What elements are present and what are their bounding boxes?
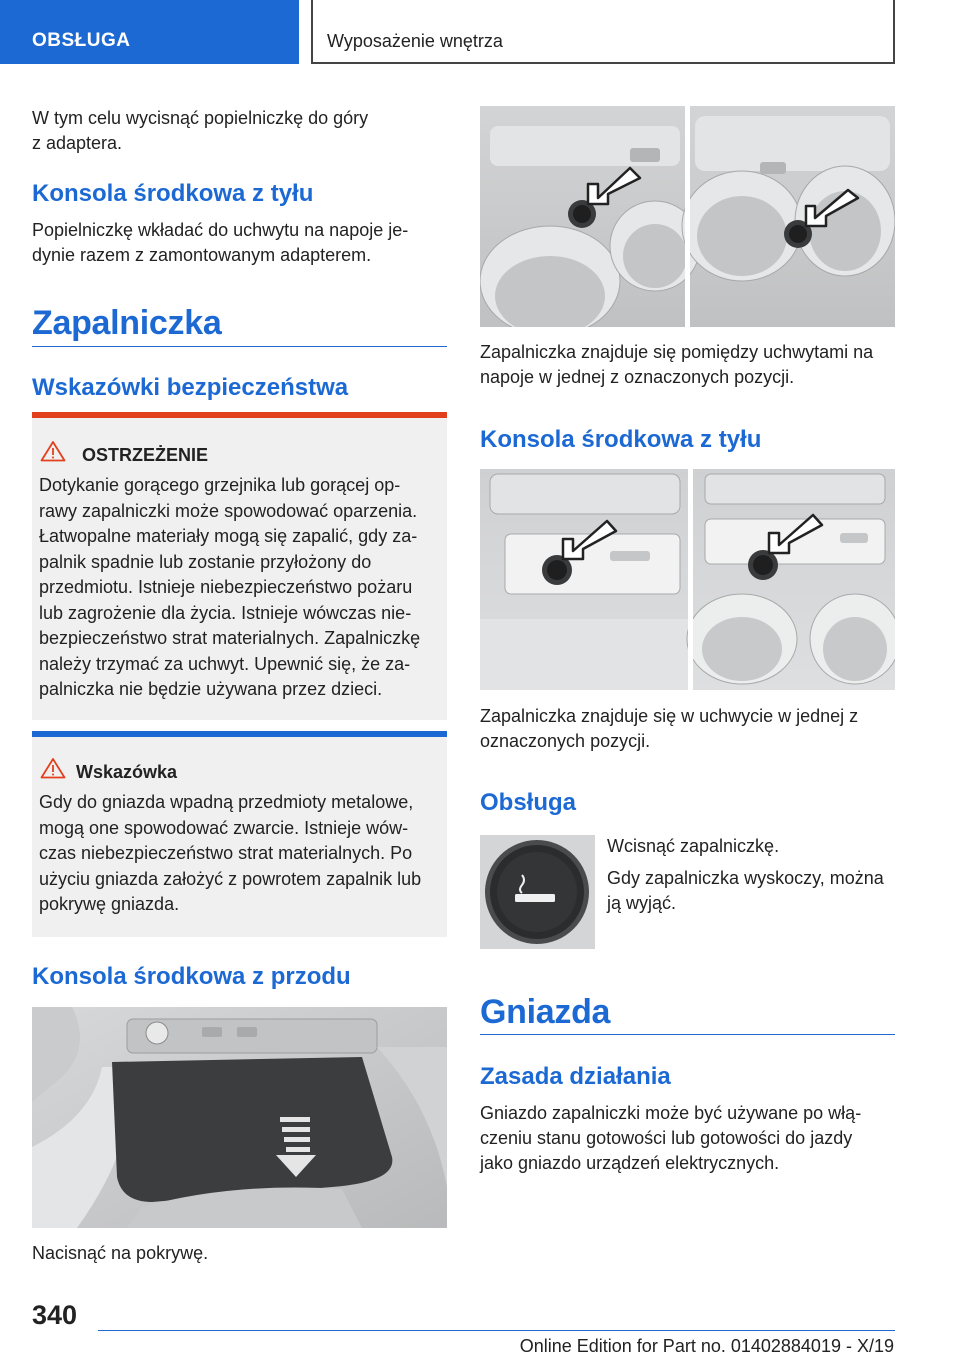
safety-heading: Wskazówki bezpieczeństwa [32,374,349,401]
intro-line-2: z adaptera. [32,133,123,153]
chapter-label: Wyposażenie wnętrza [327,31,503,51]
caption-2-line-1: Zapalniczka znajduje się w uchwycie w jednej z [480,706,859,726]
rear-console-heading-right: Konsola środkowa z tyłu [480,426,762,453]
front-console-photo [32,1007,447,1228]
warning-line: lub zagrożenie dla życia. Istnieje wówczas nie‐ [39,602,412,623]
lighter-heading-rule [32,346,447,347]
warning-bar [32,412,447,418]
warning-line: palnik spadnie lub zostanie przyłożony do [39,551,372,572]
edition-label: Online Edition for Part no. 01402884019 - X/19 [519,1336,894,1356]
page-number: 340 [32,1300,78,1330]
rear-console-photo-pair [480,469,895,690]
intro-line-1: W tym celu wycisnąć popielniczkę do góry [32,108,369,128]
note-bar [32,731,447,737]
principle-line-2: czeniu stanu gotowości lub gotowości do jazdy [480,1128,853,1148]
chapter-tab [311,0,895,64]
lighter-closeup-photo [480,835,595,949]
warning-line: palniczka nie będzie używana przez dzieci. [39,679,383,699]
socket-heading-rule [480,1034,895,1035]
note-line: pokrywę gniazda. [39,894,180,914]
operation-step-1: Wcisnąć zapalniczkę. [607,836,780,856]
note-box [32,731,447,937]
cigarette-icon [515,894,555,902]
operation-step-2b: ją wyjąć. [607,893,677,913]
notice-triangle-icon [40,757,66,779]
note-text [39,790,441,918]
note-line: użyciu gniazda założyć z powrotem zapalnik lub [39,868,422,889]
rear-console-text-2: dynie razem z zamontowanym adapterem. [32,245,372,265]
front-console-heading: Konsola środkowa z przodu [32,963,351,990]
operation-heading: Obsługa [480,789,577,816]
rear-console-heading-left: Konsola środkowa z tyłu [32,180,314,207]
caption-1-line-1: Zapalniczka znajduje się pomiędzy uchwytami na [480,342,874,362]
warning-line: rawy zapalniczki może spowodować oparzenia. [39,500,418,521]
principle-heading: Zasada działania [480,1063,671,1090]
lighter-heading: Zapalniczka [32,304,222,342]
warning-line: Dotykanie gorącego grzejnika lub gorącej op‐ [39,475,401,495]
operation-step-2a: Gdy zapalniczka wyskoczy, można [607,868,884,888]
warning-line: Łatwopalne materiały mogą się zapalić, gdy za‐ [39,526,418,546]
front-console-caption: Nacisnąć na pokrywę. [32,1243,209,1263]
section-label: OBSŁUGA [32,30,131,51]
warning-title: OSTRZEŻENIE [82,445,209,465]
warning-text [39,473,441,703]
warning-line: bezpieczeństwo strat materialnych. Zapalniczkę [39,628,421,648]
cupholder-photo-pair [480,106,895,327]
note-title: Wskazówka [76,762,178,782]
note-line: Gdy do gniazda wpadną przedmioty metalowe, [39,792,414,812]
caption-1-line-2: napoje w jednej z oznaczonych pozycji. [480,367,795,387]
footer-rule [98,1330,895,1331]
note-line: czas niebezpieczeństwo strat materialnych. Po [39,843,413,863]
principle-line-1: Gniazdo zapalniczki może być używane po włą‐ [480,1103,862,1123]
warning-triangle-icon [40,440,66,462]
warning-box [32,412,447,720]
caption-2-line-2: oznaczonych pozycji. [480,731,651,751]
note-line: mogą one spowodować zwarcie. Istnieje wów‐ [39,817,409,838]
rear-console-text-1: Popielniczkę wkładać do uchwytu na napoje je‐ [32,220,409,240]
section-tab [0,0,299,64]
principle-line-3: jako gniazdo urządzeń elektrycznych. [480,1153,780,1173]
warning-line: przedmiotu. Istnieje niebezpieczeństwo pożaru [39,577,413,597]
socket-heading: Gniazda [480,993,611,1031]
warning-line: należy trzymać za uchwyt. Upewnić się, że za‐ [39,653,411,674]
